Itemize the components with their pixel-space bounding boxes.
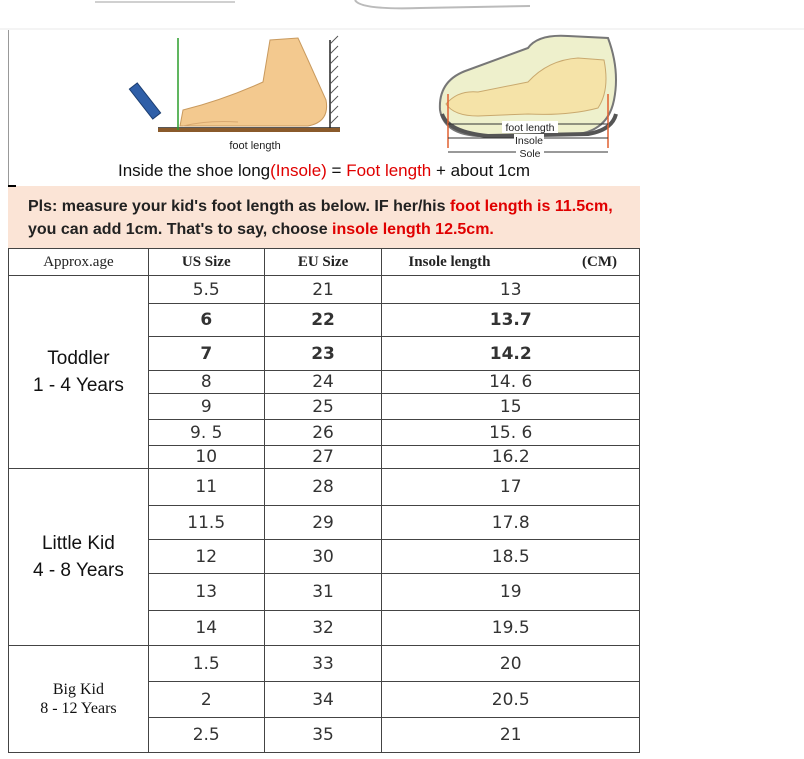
eu-size-cell: 33 — [264, 646, 382, 682]
us-size-cell: 12 — [148, 540, 264, 574]
insole-length-cell: 19.5 — [382, 611, 640, 646]
table-row — [9, 276, 640, 304]
us-size-cell: 7 — [148, 337, 264, 371]
insole-length-cell: 13 — [382, 276, 640, 304]
eu-size-cell: 27 — [264, 446, 382, 469]
diagram-label-insole: Insole — [514, 135, 544, 147]
eu-size-cell: 23 — [264, 337, 382, 371]
header-insole-label: Insole length — [408, 253, 491, 270]
eu-size-cell: 35 — [264, 718, 382, 753]
eu-size-cell: 34 — [264, 682, 382, 718]
group-little-kid-cell — [9, 469, 149, 646]
group-toddler-age-range: 1 - 4 Years — [32, 375, 124, 396]
header-us-size: US Size — [148, 249, 264, 276]
insole-length-cell: 21 — [382, 718, 640, 753]
insole-length-cell: 18.5 — [382, 540, 640, 574]
us-size-cell: 2 — [148, 682, 264, 718]
insole-length-cell: 20 — [382, 646, 640, 682]
insole-length-cell: 20.5 — [382, 682, 640, 718]
group-big-kid-label: Big Kid — [52, 681, 104, 698]
us-size-cell: 14 — [148, 611, 264, 646]
eu-size-cell: 32 — [264, 611, 382, 646]
group-big-kid-cell — [9, 646, 149, 753]
caption-text-1: Inside the shoe long — [117, 161, 271, 180]
eu-size-cell: 29 — [264, 506, 382, 540]
caption-foot-length: Foot length — [346, 161, 432, 180]
eu-size-cell: 22 — [264, 304, 382, 337]
insole-length-cell: 14.2 — [382, 337, 640, 371]
insole-length-cell: 15 — [382, 394, 640, 420]
us-size-cell: 6 — [148, 304, 264, 337]
eu-size-cell: 21 — [264, 276, 382, 304]
insole-length-cell: 19 — [382, 574, 640, 611]
diagram-foot-length-label: foot length — [229, 140, 281, 152]
shoe-insole-diagram — [440, 36, 616, 160]
insole-formula-caption — [8, 161, 640, 181]
header-eu-size: EU Size — [264, 249, 382, 276]
us-size-cell: 13 — [148, 574, 264, 611]
caption-equals: = — [326, 161, 347, 180]
size-chart-table — [8, 248, 640, 753]
eu-size-cell: 26 — [264, 420, 382, 446]
notice-text-2: you can add 1cm. That's to say, choose — [28, 221, 333, 238]
eu-size-cell: 24 — [264, 371, 382, 394]
us-size-cell: 9. 5 — [148, 420, 264, 446]
header-cm-unit: (CM) — [582, 253, 617, 270]
us-size-cell: 2.5 — [148, 718, 264, 753]
us-size-cell: 10 — [148, 446, 264, 469]
eu-size-cell: 25 — [264, 394, 382, 420]
group-toddler-cell — [9, 276, 149, 469]
group-little-kid-age-range: 4 - 8 Years — [32, 560, 124, 581]
measure-notice — [8, 186, 640, 248]
group-toddler-label: Toddler — [47, 348, 110, 369]
eu-size-cell: 30 — [264, 540, 382, 574]
insole-length-cell: 16.2 — [382, 446, 640, 469]
notice-highlight-1: foot length is 11.5cm, — [449, 198, 613, 215]
us-size-cell: 8 — [148, 371, 264, 394]
header-insole-length — [382, 249, 640, 276]
us-size-cell: 1.5 — [148, 646, 264, 682]
notice-text-1: Pls: measure your kid's foot length as below. IF her/his — [28, 198, 450, 215]
insole-length-cell: 13.7 — [382, 304, 640, 337]
table-header-row — [9, 249, 640, 276]
group-little-kid-label: Little Kid — [41, 533, 115, 554]
foot-length-diagram — [129, 36, 340, 152]
caption-text-2: + about 1cm — [431, 161, 531, 180]
top-strip — [0, 0, 804, 30]
group-big-kid-age-range: 8 - 12 Years — [40, 700, 117, 717]
caption-insole: (Insole) — [270, 161, 327, 180]
diagram-label-foot-length: foot length — [505, 122, 555, 134]
insole-length-cell: 14. 6 — [382, 371, 640, 394]
header-approx-age: Approx.age — [9, 249, 149, 276]
us-size-cell: 11.5 — [148, 506, 264, 540]
notice-accent — [8, 185, 16, 187]
eu-size-cell: 28 — [264, 469, 382, 506]
notice-highlight-2: insole length 12.5cm. — [332, 221, 494, 238]
table-row — [9, 646, 640, 682]
insole-length-cell: 15. 6 — [382, 420, 640, 446]
insole-length-cell: 17.8 — [382, 506, 640, 540]
us-size-cell: 9 — [148, 394, 264, 420]
eu-size-cell: 31 — [264, 574, 382, 611]
diagram-label-sole: Sole — [519, 148, 541, 160]
table-row — [9, 469, 640, 506]
insole-length-cell: 17 — [382, 469, 640, 506]
us-size-cell: 5.5 — [148, 276, 264, 304]
us-size-cell: 11 — [148, 469, 264, 506]
